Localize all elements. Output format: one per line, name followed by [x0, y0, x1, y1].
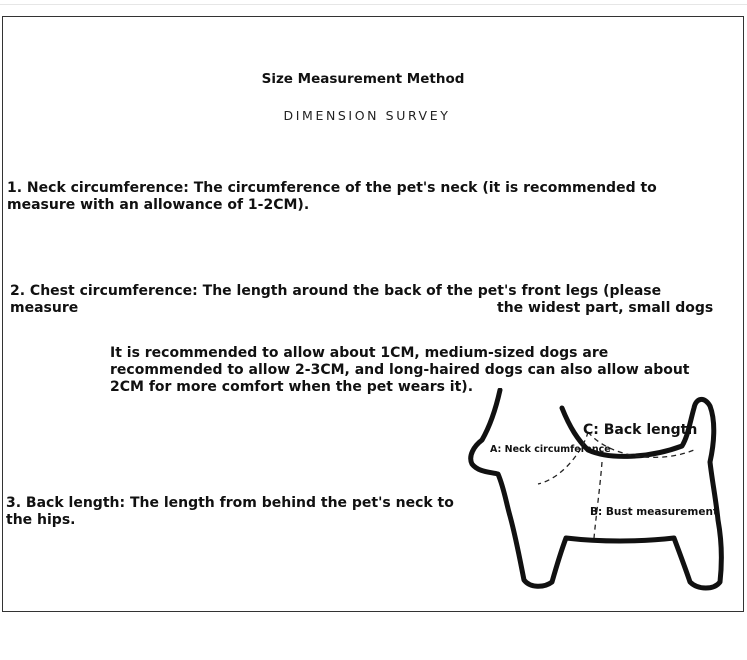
- page-subtitle: DIMENSION SURVEY: [283, 108, 451, 123]
- neck-circumference-label: A: Neck circumference: [490, 444, 611, 455]
- back-length-text: 3. Back length: The length from behind the pet's neck to the hips.: [6, 495, 454, 528]
- chest-circumference-text-continued: the widest part, small dogs: [497, 300, 714, 316]
- bust-measure-line: [594, 462, 602, 538]
- neck-circumference-text: 1. Neck circumference: The circumference of the pet's neck (it is recommended to measure with an allowance of 1-2CM).: [7, 180, 657, 213]
- dog-measurement-diagram: [460, 388, 740, 598]
- page-title: Size Measurement Method: [261, 71, 465, 87]
- top-divider: [0, 4, 747, 5]
- bust-measurement-label: B: Bust measurement: [590, 506, 718, 518]
- back-length-label: C: Back length: [583, 422, 698, 438]
- chest-allowance-note: It is recommended to allow about 1CM, medium-sized dogs are recommended to allow 2-3CM, and long-haired dogs can also allow about 2CM for more comfort when the pet wears it).: [110, 345, 690, 395]
- chest-circumference-text: 2. Chest circumference: The length around the back of the pet's front legs (please measure: [10, 283, 662, 316]
- dog-outline: [471, 390, 722, 588]
